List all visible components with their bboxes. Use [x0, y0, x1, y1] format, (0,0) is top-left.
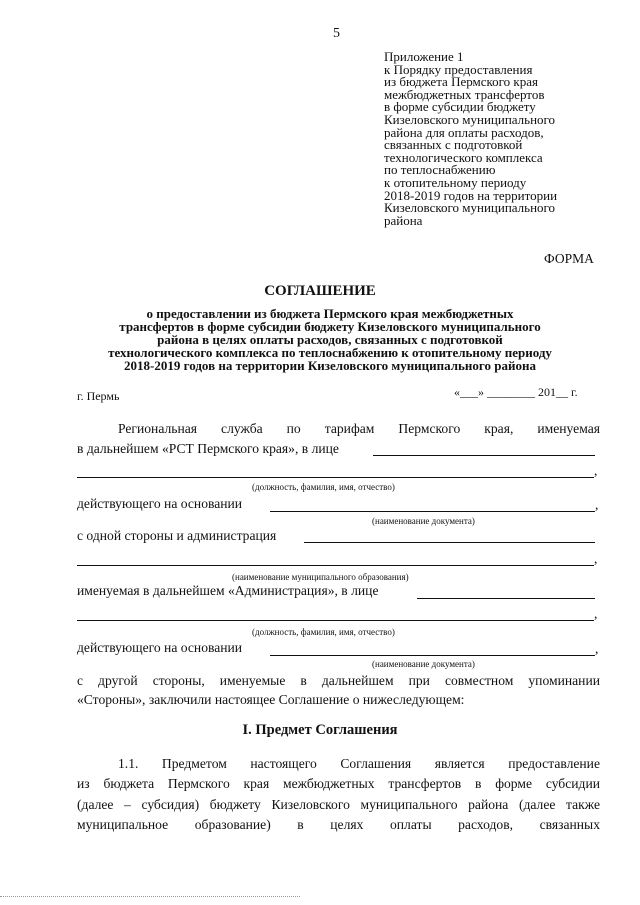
paragraph-line: действующего на основании — [77, 496, 243, 511]
comma: , — [594, 463, 598, 478]
subtitle-line: трансфертов в форме субсидии бюджету Кизеловского муниципального — [119, 319, 541, 334]
annex-line: к отопительному периоду — [384, 174, 527, 190]
fill-line[interactable] — [77, 565, 594, 566]
paragraph-line: из бюджета Пермского края межбюджетных трансфертов в форме субсидии — [77, 776, 600, 791]
city: г. Пермь — [77, 389, 120, 403]
annex-line: межбюджетных трансфертов — [384, 86, 545, 102]
annex-line: 2018-2019 годов на территории — [384, 187, 558, 203]
subtitle-line: о предоставлении из бюджета Пермского края межбюджетных — [146, 306, 514, 321]
page-number: 5 — [333, 26, 340, 41]
caption: (должность, фамилия, имя, отчество) — [252, 627, 395, 637]
comma: , — [594, 551, 598, 566]
caption: (наименование документа) — [372, 516, 475, 526]
date-field[interactable]: «___» ________ 201__ г. — [454, 385, 578, 399]
annex-line: Кизеловского муниципального — [384, 200, 556, 216]
paragraph-line: с одной стороны и администрация — [77, 528, 277, 543]
subtitle-line: технологического комплекса по теплоснабжению к отопительному периоду — [108, 345, 552, 360]
fill-line[interactable] — [270, 655, 595, 656]
annex-line: к Порядку предоставления — [384, 61, 533, 77]
annex-line: по теплоснабжению — [384, 162, 496, 178]
annex-line: из бюджета Пермского края — [384, 74, 539, 90]
annex-line: технологического комплекса — [384, 149, 543, 165]
paragraph-line: Региональная служба по тарифам Пермского края, именуемая — [118, 421, 600, 436]
subtitle-line: 2018-2019 годов на территории Кизеловского муниципального района — [124, 358, 536, 373]
fill-line[interactable] — [304, 542, 595, 543]
subtitle-line: района в целях оплаты расходов, связанных с подготовкой — [157, 332, 503, 347]
section-title: I. Предмет Соглашения — [242, 722, 398, 738]
caption: (наименование муниципального образования) — [232, 572, 409, 582]
caption: (должность, фамилия, имя, отчество) — [252, 482, 395, 492]
document-title: СОГЛАШЕНИЕ — [264, 283, 376, 299]
annex-line: Кизеловского муниципального — [384, 111, 556, 127]
paragraph-line: именуемая в дальнейшем «Администрация», в лице — [77, 583, 379, 598]
scan-artifact — [0, 896, 300, 897]
annex-block — [384, 51, 557, 227]
annex-line: связанных с подготовкой — [384, 137, 523, 153]
paragraph-line: (далее – субсидия) бюджету Кизеловского муниципального района (далее также — [77, 797, 600, 812]
annex-line: Приложение 1 — [384, 49, 464, 64]
fill-line[interactable] — [77, 620, 594, 621]
paragraph-line: действующего на основании — [77, 640, 243, 655]
fill-line[interactable] — [417, 598, 595, 599]
comma: , — [595, 641, 599, 656]
fill-line[interactable] — [270, 511, 595, 512]
annex-line: в форме субсидии бюджету — [384, 99, 536, 115]
fill-line[interactable] — [77, 477, 594, 478]
paragraph-line: с другой стороны, именуемые в дальнейшем при совместном упоминании — [77, 673, 600, 688]
fill-line[interactable] — [373, 455, 595, 456]
annex-line: района — [384, 212, 423, 228]
annex-line: района для оплаты расходов, — [384, 124, 544, 140]
form-label: ФОРМА — [544, 251, 594, 266]
caption: (наименование документа) — [372, 659, 475, 669]
comma: , — [594, 606, 598, 621]
paragraph-line: в дальнейшем «РСТ Пермского края», в лице — [77, 441, 339, 456]
comma: , — [595, 497, 599, 512]
document-subtitle — [60, 307, 600, 372]
paragraph-line: «Стороны», заключили настоящее Соглашение о нижеследующем: — [77, 692, 465, 707]
paragraph-line: муниципальное образование) в целях оплаты расходов, связанных — [77, 817, 600, 832]
paragraph-line: 1.1. Предметом настоящего Соглашения является предоставление — [118, 756, 600, 771]
